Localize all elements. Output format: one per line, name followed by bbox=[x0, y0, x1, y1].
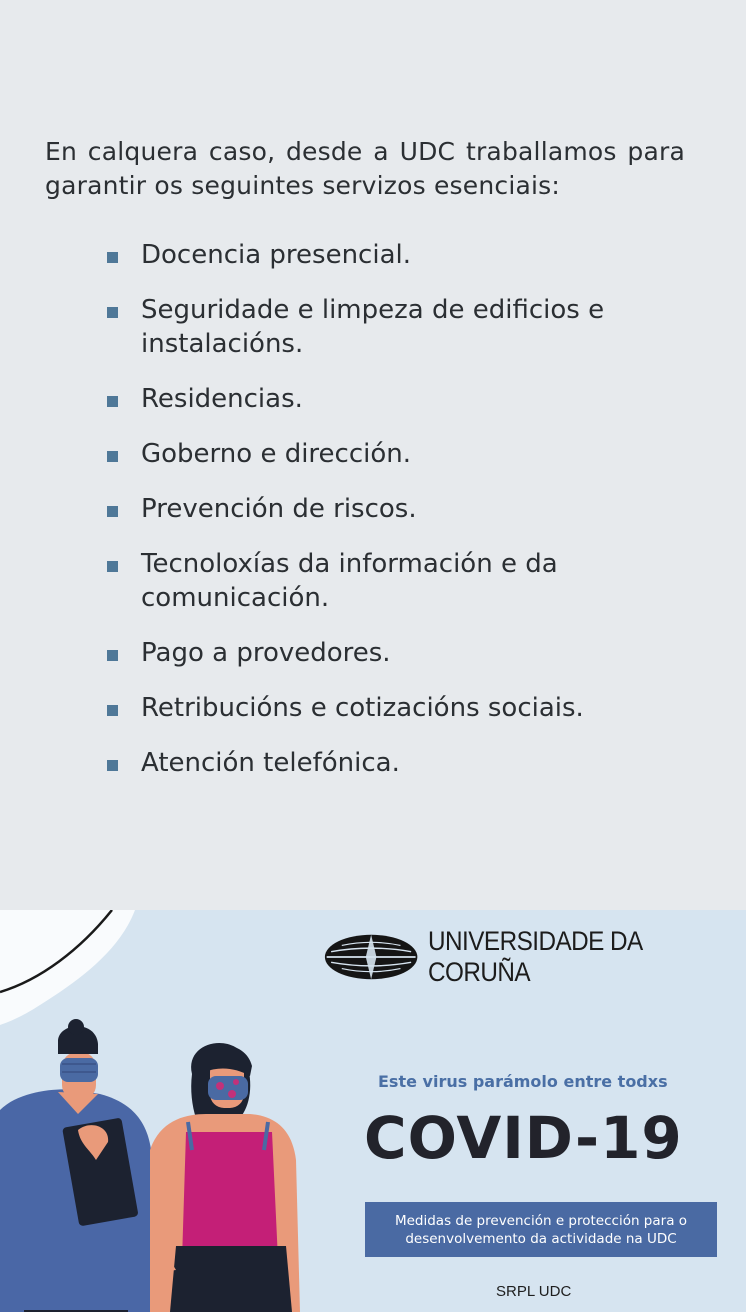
list-item-text: Prevención de riscos. bbox=[141, 494, 417, 524]
list-item-text: Pago a provedores. bbox=[141, 638, 391, 668]
list-item bbox=[0, 492, 746, 526]
list-item bbox=[0, 547, 746, 615]
covid-banner bbox=[0, 910, 746, 1312]
list-item-text: Seguridade e limpeza de edificios e instalacións. bbox=[141, 295, 605, 359]
covid-headline: COVID-19 bbox=[364, 1104, 683, 1172]
list-item bbox=[0, 746, 746, 780]
intro-paragraph: En calquera caso, desde a UDC traballamos para garantir os seguintes servizos esenciais: bbox=[45, 137, 685, 200]
list-item-text: Residencias. bbox=[141, 384, 303, 414]
services-list bbox=[0, 238, 746, 801]
square-bullet-icon bbox=[107, 451, 118, 462]
list-item bbox=[0, 437, 746, 471]
square-bullet-icon bbox=[107, 506, 118, 517]
square-bullet-icon bbox=[107, 705, 118, 716]
list-item bbox=[0, 293, 746, 361]
list-item-text: Atención telefónica. bbox=[141, 748, 400, 778]
square-bullet-icon bbox=[107, 396, 118, 407]
srpl-footer: SRPL UDC bbox=[496, 1283, 572, 1300]
list-item bbox=[0, 238, 746, 272]
list-item-text: Docencia presencial. bbox=[141, 240, 411, 270]
square-bullet-icon bbox=[107, 252, 118, 263]
university-name: UNIVERSIDADE DA CORUÑA bbox=[428, 926, 642, 987]
list-item bbox=[0, 382, 746, 416]
square-bullet-icon bbox=[107, 561, 118, 572]
university-logo bbox=[324, 926, 746, 988]
list-item-text: Tecnoloxías da información e da comunicación. bbox=[141, 549, 558, 613]
list-item bbox=[0, 691, 746, 725]
masked-people-illustration bbox=[0, 1010, 320, 1312]
square-bullet-icon bbox=[107, 307, 118, 318]
list-item-text: Retribucións e cotizacións sociais. bbox=[141, 693, 584, 723]
list-item-text: Goberno e dirección. bbox=[141, 439, 412, 469]
tagline: Este virus parámolo entre todxs bbox=[378, 1072, 668, 1091]
square-bullet-icon bbox=[107, 650, 118, 661]
square-bullet-icon bbox=[107, 760, 118, 771]
list-item bbox=[0, 636, 746, 670]
udc-emblem-icon bbox=[324, 931, 418, 983]
measures-box: Medidas de prevención e protección para o desenvolvemento da actividade na UDC bbox=[365, 1202, 717, 1257]
